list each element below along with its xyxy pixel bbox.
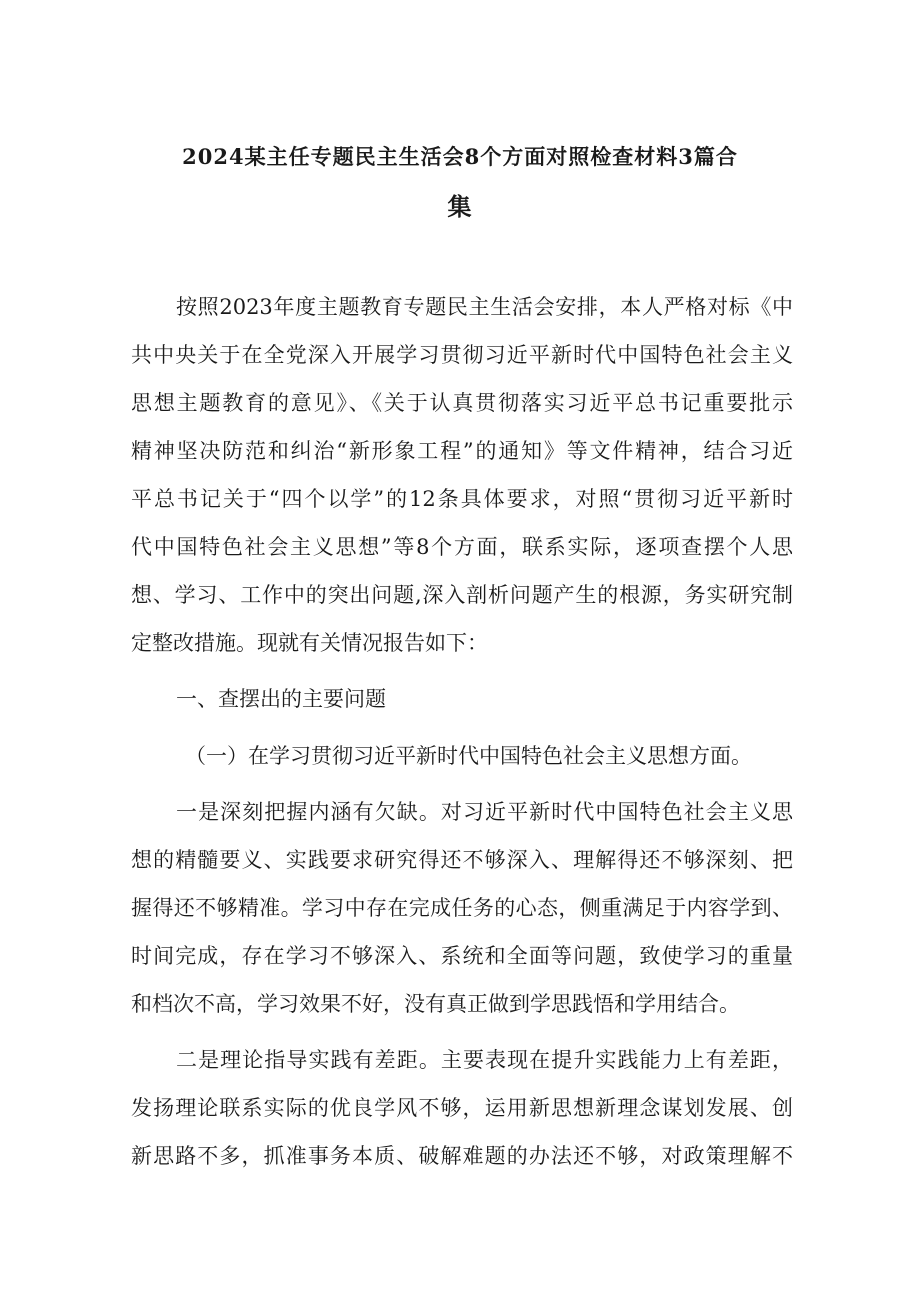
intro-line: 精神坚决防范和纠治“新形象工程”的通知》等文件精神，结合习近 (131, 439, 793, 463)
intro-line: 代中国特色社会主义思想”等8个方面，联系实际，逐项查摆个人思 (131, 535, 793, 559)
intro-line: 按照2023年度主题教育专题民主生活会安排，本人严格对标《中 (176, 295, 793, 319)
subsection-heading: （一）在学习贯彻习近平新时代中国特色社会主义思想方面。 (185, 744, 752, 768)
paragraph-line: 发扬理论联系实际的优良学风不够，运用新思想新理念谋划发展、创 (131, 1096, 793, 1120)
intro-line: 平总书记关于“四个以学”的12条具体要求，对照“贯彻习近平新时 (131, 487, 793, 511)
paragraph-line: 时间完成，存在学习不够深入、系统和全面等问题，致使学习的重量 (131, 944, 793, 968)
document-title-line-1: 2024某主任专题民主生活会8个方面对照检查材料3篇合 (182, 144, 738, 169)
paragraph-line: 一是深刻把握内涵有欠缺。对习近平新时代中国特色社会主义思 (176, 800, 793, 824)
intro-line: 思想主题教育的意见》、《关于认真贯彻落实习近平总书记重要批示 (131, 391, 793, 415)
paragraph-line: 想的精髓要义、实践要求研究得还不够深入、理解得还不够深刻、把 (131, 848, 793, 872)
intro-line: 共中央关于在全党深入开展学习贯彻习近平新时代中国特色社会主义 (131, 343, 793, 367)
paragraph-line: 和档次不高，学习效果不好，没有真正做到学思践悟和学用结合。 (131, 992, 740, 1016)
paragraph-line: 握得还不够精准。学习中存在完成任务的心态，侧重满足于内容学到、 (131, 896, 793, 920)
section-heading: 一、查摆出的主要问题 (176, 687, 386, 711)
intro-line: 想、学习、工作中的突出问题,深入剖析问题产生的根源，务实研究制 (131, 583, 793, 607)
intro-line: 定整改措施。现就有关情况报告如下： (131, 631, 488, 655)
paragraph-line: 二是理论指导实践有差距。主要表现在提升实践能力上有差距， (176, 1048, 793, 1072)
document-title-line-2: 集 (447, 192, 473, 221)
paragraph-line: 新思路不多，抓准事务本质、破解难题的办法还不够，对政策理解不 (131, 1144, 793, 1168)
